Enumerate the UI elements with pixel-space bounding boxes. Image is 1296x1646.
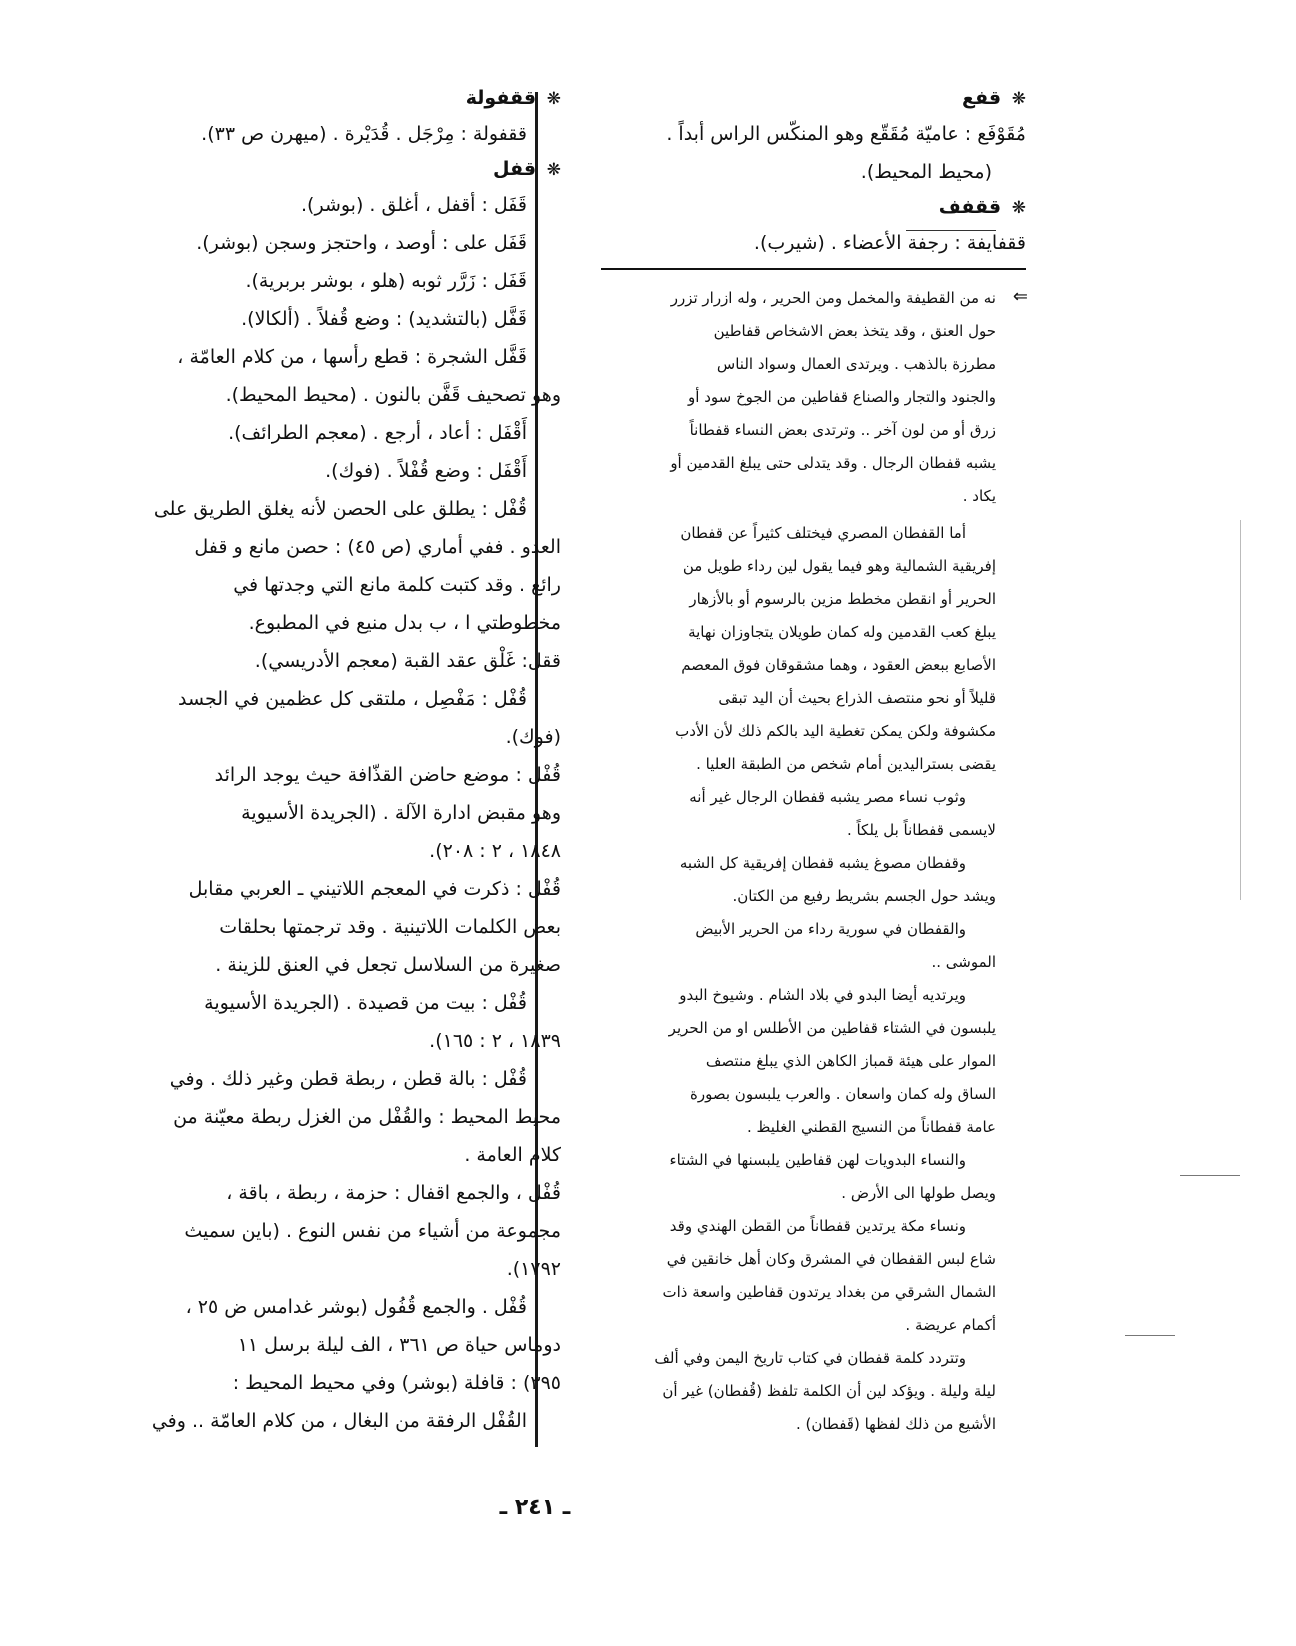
note-line: أكمام عريضة . xyxy=(905,1316,996,1334)
note-line: الساق وله كمان واسعان . والعرب يلبسون بصورة xyxy=(690,1085,996,1103)
note-line: مطرزة بالذهب . ويرتدى العمال وسواد الناس xyxy=(716,355,996,373)
entry-line: قَفَّل الشجرة : قطع رأسها ، من كلام العامّة ، xyxy=(177,346,527,368)
entry-line: قَفَل : زَرَّر ثوبه (هلو ، بوشر بربرية). xyxy=(245,270,527,292)
entry-heading: ❋ قفل xyxy=(493,158,561,180)
note-line: الأصابع ببعض العقود ، وهما مشقوقان فوق المعصم xyxy=(681,656,996,674)
entry-line: القُفْل الرفقة من البغال ، من كلام العامّة .. وفي xyxy=(151,1410,527,1432)
left-column xyxy=(66,82,561,1440)
note-line: ويصل طولها الى الأرض . xyxy=(841,1184,996,1202)
entry-line: أَقْفَل : وضع قُفْلاً . (فوك). xyxy=(325,460,527,482)
scan-mark xyxy=(1180,1175,1240,1176)
entry-line: صغيرة من السلاسل تجعل في العنق للزينة . xyxy=(215,954,561,976)
note-line: الموشى .. xyxy=(931,953,996,971)
note-line: أما القفطان المصري فيختلف كثيراً عن قفطان xyxy=(680,524,966,542)
entry-line: قُفْل ، والجمع اقفال : حزمة ، ربطة ، باقة ، xyxy=(226,1182,561,1204)
entry-line: ققل: غَلْق عقد القبة (معجم الأدريسي). xyxy=(254,650,561,672)
note-line: الشمال الشرقي من بغداد يرتدون قفاطين واسعة ذات xyxy=(662,1283,996,1301)
note-line: يبلغ كعب القدمين وله كمان طويلان يتجاوزان نهاية xyxy=(688,623,996,641)
note-line: وتتردد كلمة قفطان في كتاب تاريخ اليمن وفي ألف xyxy=(654,1349,966,1367)
note-line: عامة قفطاناً من النسيج القطني الغليظ . xyxy=(746,1118,996,1136)
entry-line: ققفايفة : رجفة الأعضاء . (شيرب). xyxy=(753,232,1026,254)
note-line: يكاد . xyxy=(962,487,996,505)
entry-line: (فوك). xyxy=(505,726,561,748)
entry-heading: ❋ ققفولة xyxy=(465,87,561,109)
note-line: الأشيع من ذلك لفظها (قَفطان) . xyxy=(795,1415,996,1433)
entry-line: قُفْل : مَفْصِل ، ملتقى كل عظمين في الجسد xyxy=(178,688,527,710)
note-line: ليلة وليلة . ويؤكد لين أن الكلمة تلفظ (قُفطان) غير أن xyxy=(662,1382,996,1400)
entry-line: وهو مقبض ادارة الآلة . (الجريدة الأسيوية xyxy=(241,802,561,824)
note-line: يشبه قفطان الرجال . وقد يتدلى حتى يبلغ القدمين أو xyxy=(670,454,996,472)
footnotes xyxy=(576,282,996,1441)
entry-line: قَفَّل (بالتشديد) : وضع قُفلاً . (ألكالا). xyxy=(241,308,527,330)
scan-mark xyxy=(1125,1335,1175,1336)
note-line: حول العنق ، وقد يتخذ بعض الاشخاص قفاطين xyxy=(713,322,996,340)
star-icon: ❋ xyxy=(546,89,561,109)
entry-line: رائع . وقد كتبت كلمة مانع التي وجدتها في xyxy=(233,574,561,596)
entry-line: قَفَل على : أوصد ، واحتجز وسجن (بوشر). xyxy=(196,232,527,254)
note-line: مكشوفة ولكن يمكن تغطية اليد بالكم ذلك لأن الأدب xyxy=(675,722,996,740)
entry-line: ١٨٤٨ ، ٢ : ٢٠٨). xyxy=(429,840,561,862)
note-line: شاع لبس القفطان في المشرق وكان أهل خانقين في xyxy=(666,1250,996,1268)
note-line: يلبسون في الشتاء قفاطين من الأطلس او من الحرير xyxy=(668,1019,996,1037)
entry-line: ققفولة : مِرْجَل . قُدَيْرة . (ميهرن ص ٣٣). xyxy=(201,123,527,145)
star-icon: ❋ xyxy=(546,160,561,180)
note-line: الحرير أو انقطن مخطط مزين بالرسوم أو بالأزهار xyxy=(689,590,996,608)
entry-line: مخطوطتي ا ، ب بدل منيع في المطبوع. xyxy=(248,612,561,634)
entry-line: قُفْل : موضع حاضن القذّافة حيث يوجد الرائد xyxy=(214,764,561,786)
scan-mark xyxy=(1240,520,1241,900)
footnote-rule xyxy=(601,268,1026,270)
note-line: نه من القطيفة والمخمل ومن الحرير ، وله ازرار تزرر xyxy=(670,289,996,307)
star-icon: ❋ xyxy=(1011,89,1026,109)
entry-line: كلام العامة . xyxy=(464,1144,561,1166)
entry-line: قُفْل : يطلق على الحصن لأنه يغلق الطريق على xyxy=(153,498,527,520)
note-line: والنساء البدويات لهن قفاطين يلبسنها في الشتاء xyxy=(669,1151,966,1169)
note-line: زرق أو من لون آخر .. وترتدى بعض النساء قفطاناً xyxy=(689,421,996,439)
entry-line: قُفْل . والجمع قُفُول (بوشر غدامس ض ٢٥ ، xyxy=(185,1296,527,1318)
star-icon: ❋ xyxy=(1011,198,1026,218)
entry-line: وهو تصحيف قَفَّن بالنون . (محيط المحيط). xyxy=(225,384,561,406)
entry-line: قَفَل : أقفل ، أغلق . (بوشر). xyxy=(301,194,527,216)
note-line: ونساء مكة يرتدين قفطاناً من القطن الهندي وقد xyxy=(669,1217,966,1235)
entry-line: قُفْل : بالة قطن ، ربطة قطن وغير ذلك . وفي xyxy=(169,1068,527,1090)
right-column xyxy=(566,82,1026,262)
entry-line: مجموعة من أشياء من نفس النوع . (باين سميث xyxy=(184,1220,561,1242)
note-line: والقفطان في سورية رداء من الحرير الأبيض xyxy=(695,920,966,938)
entry-heading: ❋ ققفف xyxy=(938,196,1026,218)
entry-line: (محيط المحيط). xyxy=(860,161,992,183)
entry-line: العدو . ففي أماري (ص ٤٥) : حصن مانع و قفل xyxy=(194,536,561,558)
arrow-icon: ⇐ xyxy=(1012,286,1028,307)
entry-line: ٣٩٥) : قافلة (بوشر) وفي محيط المحيط : xyxy=(232,1372,561,1394)
entry-line: ١٨٣٩ ، ٢ : ١٦٥). xyxy=(429,1030,561,1052)
note-line: إفريقية الشمالية وهو فيما يقول لين رداء طويل من xyxy=(682,557,996,575)
entry-heading: ❋ قفع xyxy=(962,87,1026,109)
note-line: وثوب نساء مصر يشبه قفطان الرجال غير أنه xyxy=(689,788,966,806)
entry-line: ١٧٩٢). xyxy=(506,1258,561,1280)
note-line: لايسمى قفطاناً بل يلكاً . xyxy=(846,821,996,839)
note-line: ويرتديه أيضا البدو في بلاد الشام . وشيوخ البدو xyxy=(679,986,966,1004)
note-line: قليلاً أو نحو منتصف الذراع بحيث أن اليد تبقى xyxy=(718,689,996,707)
entry-line: أَقْفَل : أعاد ، أرجع . (معجم الطرائف). xyxy=(228,422,527,444)
entry-line: محيط المحيط : والقُفْل من الغزل ربطة معيّنة من xyxy=(173,1106,561,1128)
note-line: يقضى بستراليدين أمام شخص من الطبقة العليا . xyxy=(696,755,996,773)
note-line: ويشد حول الجسم بشريط رفيع من الكتان. xyxy=(732,887,996,905)
entry-line: بعض الكلمات اللاتينية . وقد ترجمتها بحلقات xyxy=(219,916,561,938)
entry-line: قُفْل : بيت من قصيدة . (الجريدة الأسيوية xyxy=(204,992,527,1014)
underline-mark xyxy=(906,230,996,231)
note-line: وقفطان مصوغ يشبه قفطان إفريقية كل الشبه xyxy=(679,854,966,872)
note-line: الموار على هيئة قمباز الكاهن الذي يبلغ منتصف xyxy=(705,1052,996,1070)
entry-line: قُفْل : ذكرت في المعجم اللاتيني ـ العربي مقابل xyxy=(188,878,561,900)
page-number: ـ ٢٤١ ـ xyxy=(499,1495,571,1520)
note-line: والجنود والتجار والصناع قفاطين من الجوخ سود أو xyxy=(688,388,996,406)
entry-line: مُقَوْفَع : عاميّة مُقَقّع وهو المنكّس الراس أبداً . xyxy=(666,123,1026,145)
entry-line: دوماس حياة ص ٣٦١ ، الف ليلة برسل ١١ xyxy=(237,1334,561,1356)
